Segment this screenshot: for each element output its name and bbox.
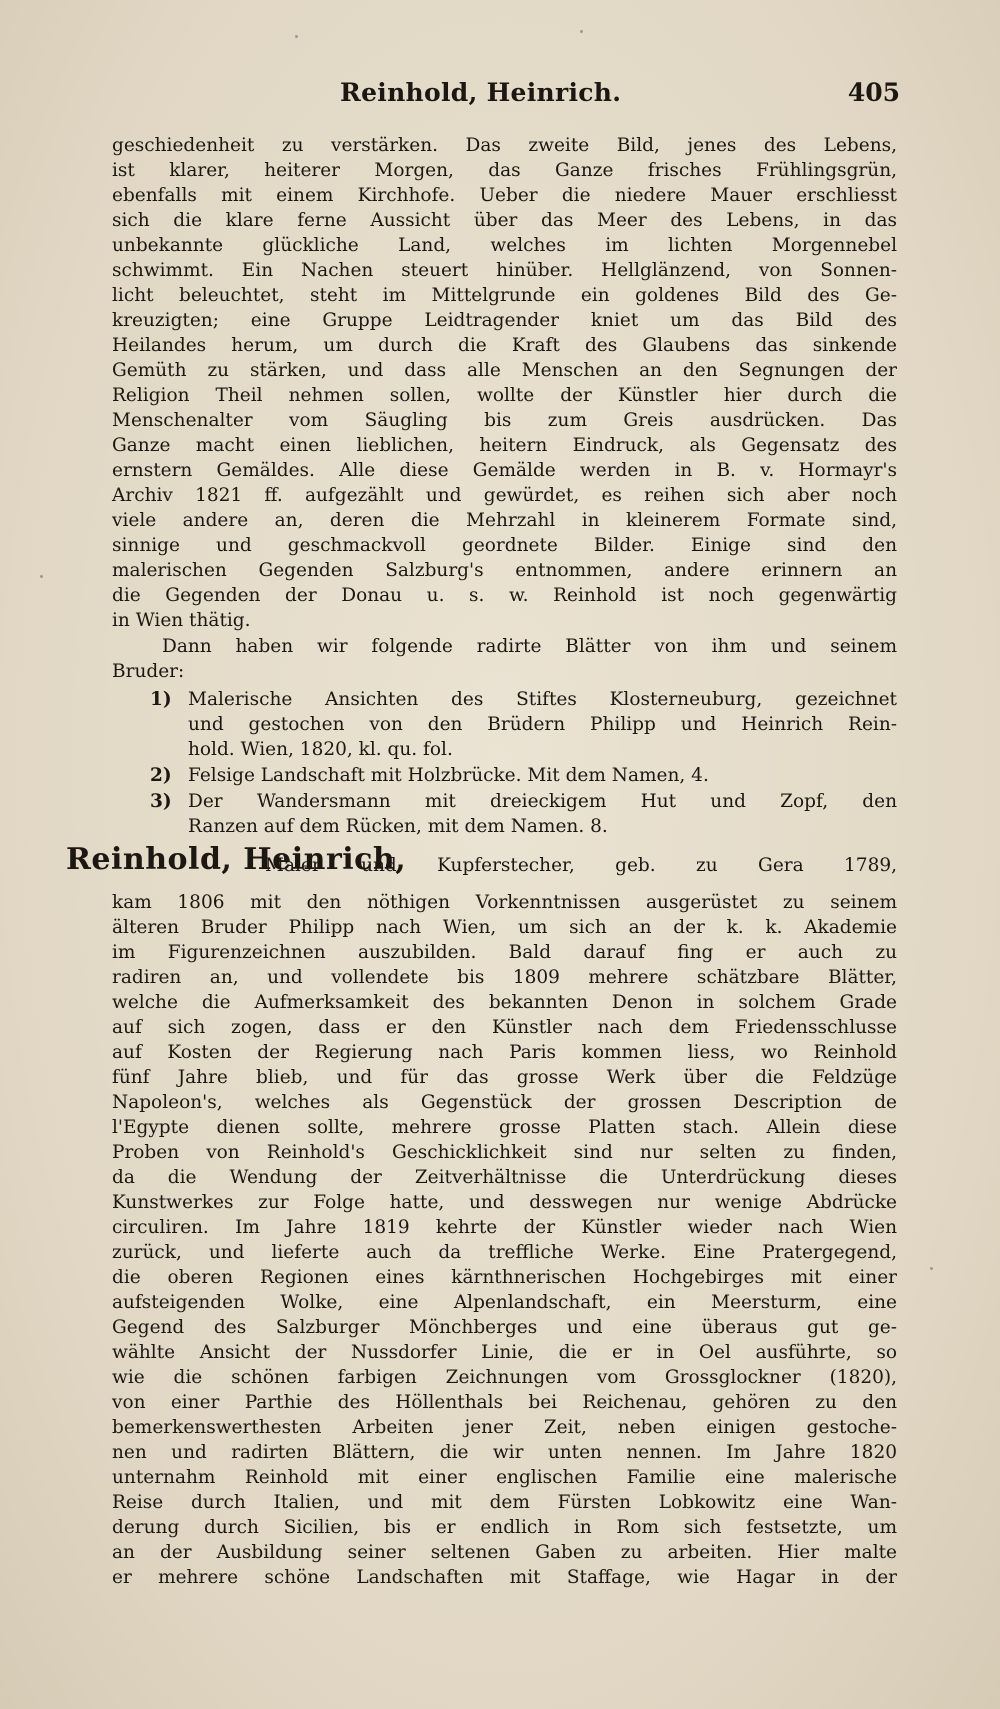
- text-line: viele andere an, deren die Mehrzahl in kleinerem Formate sind,: [112, 510, 897, 531]
- text-line: Heilandes herum, um durch die Kraft des Glaubens das sinkende: [112, 335, 897, 356]
- text-line: Menschenalter vom Säugling bis zum Greis ausdrücken. Das: [112, 410, 897, 431]
- text-line: sich die klare ferne Aussicht über das Meer des Lebens, in das: [112, 210, 897, 231]
- list-item-line: und gestochen von den Brüdern Philipp und Heinrich Rein-: [188, 714, 897, 735]
- text-line: unternahm Reinhold mit einer englischen Familie eine malerische: [112, 1467, 897, 1488]
- text-line: ernstern Gemäldes. Alle diese Gemälde werden in B. v. Hormayr's: [112, 460, 897, 481]
- paper-fleck: [580, 30, 583, 33]
- text-line: fünf Jahre blieb, und für das grosse Werk über die Feldzüge: [112, 1067, 897, 1088]
- page-header: [340, 78, 900, 112]
- text-line: sinnige und geschmackvoll geordnete Bilder. Einige sind den: [112, 535, 897, 556]
- text-line: wie die schönen farbigen Zeichnungen vom Grossglockner (1820),: [112, 1367, 897, 1388]
- text-line: älteren Bruder Philipp nach Wien, um sich an der k. k. Akademie: [112, 917, 897, 938]
- text-line: nen und radirten Blättern, die wir unten nennen. Im Jahre 1820: [112, 1442, 897, 1463]
- text-line: auf sich zogen, dass er den Künstler nach dem Friedensschlusse: [112, 1017, 897, 1038]
- list-item-line: Felsige Landschaft mit Holzbrücke. Mit dem Namen, 4.: [188, 765, 709, 786]
- paper-fleck: [295, 35, 298, 38]
- text-line: Gemüth zu stärken, und dass alle Menschen an den Segnungen der: [112, 360, 897, 381]
- text-line: Archiv 1821 ff. aufgezählt und gewürdet, es reihen sich aber noch: [112, 485, 897, 506]
- text-line: radiren an, und vollendete bis 1809 mehrere schätzbare Blätter,: [112, 967, 897, 988]
- text-line: welche die Aufmerksamkeit des bekannten Denon in solchem Grade: [112, 992, 897, 1013]
- list-number: 1): [150, 689, 172, 710]
- text-line: circuliren. Im Jahre 1819 kehrte der Künstler wieder nach Wien: [112, 1217, 897, 1238]
- list-number: 3): [150, 791, 172, 812]
- list-item-line: Malerische Ansichten des Stiftes Klosterneuburg, gezeichnet: [188, 689, 897, 710]
- entry-title: Reinhold, Heinrich,: [66, 842, 407, 877]
- text-line: unbekannte glückliche Land, welches im lichten Morgennebel: [112, 235, 897, 256]
- text-line: kreuzigten; eine Gruppe Leidtragender kniet um das Bild des: [112, 310, 897, 331]
- text-line: bemerkenswerthesten Arbeiten jener Zeit, neben einigen gestoche-: [112, 1417, 897, 1438]
- list-number: 2): [150, 765, 172, 786]
- text-line: Napoleon's, welches als Gegenstück der grossen Description de: [112, 1092, 897, 1113]
- text-line: Bruder:: [112, 661, 185, 682]
- text-line: Religion Theil nehmen sollen, wollte der Künstler hier durch die: [112, 385, 897, 406]
- paper-fleck: [40, 575, 43, 578]
- text-line: er mehrere schöne Landschaften mit Staffage, wie Hagar in der: [112, 1567, 897, 1588]
- text-line: an der Ausbildung seiner seltenen Gaben zu arbeiten. Hier malte: [112, 1542, 897, 1563]
- text-line: malerischen Gegenden Salzburg's entnommen, andere erinnern an: [112, 560, 897, 581]
- text-line: in Wien thätig.: [112, 610, 251, 631]
- text-line: da die Wendung der Zeitverhältnisse die Unterdrückung dieses: [112, 1167, 897, 1188]
- text-line: wählte Ansicht der Nussdorfer Linie, die er in Oel ausführte, so: [112, 1342, 897, 1363]
- text-line: im Figurenzeichnen auszubilden. Bald darauf fing er auch zu: [112, 942, 897, 963]
- page-number: 405: [847, 78, 900, 107]
- text-line: aufsteigenden Wolke, eine Alpenlandschaft, ein Meersturm, eine: [112, 1292, 897, 1313]
- text-line: die oberen Regionen eines kärnthnerischen Hochgebirges mit einer: [112, 1267, 897, 1288]
- text-line: derung durch Sicilien, bis er endlich in Rom sich festsetzte, um: [112, 1517, 897, 1538]
- text-line: geschiedenheit zu verstärken. Das zweite Bild, jenes des Lebens,: [112, 135, 897, 156]
- text-line: ebenfalls mit einem Kirchhofe. Ueber die niedere Mauer erschliesst: [112, 185, 897, 206]
- text-line: Gegend des Salzburger Mönchberges und eine überaus gut ge-: [112, 1317, 897, 1338]
- text-line: Dann haben wir folgende radirte Blätter von ihm und seinem: [162, 636, 897, 657]
- text-line: licht beleuchtet, steht im Mittelgrunde ein goldenes Bild des Ge-: [112, 285, 897, 306]
- text-line: l'Egypte dienen sollte, mehrere grosse Platten stach. Allein diese: [112, 1117, 897, 1138]
- text-line: kam 1806 mit den nöthigen Vorkenntnissen ausgerüstet zu seinem: [112, 892, 897, 913]
- entry-first-line: Maler und Kupferstecher, geb. zu Gera 1789,: [265, 855, 897, 876]
- paper-fleck: [930, 1267, 933, 1270]
- text-line: Ganze macht einen lieblichen, heitern Eindruck, als Gegensatz des: [112, 435, 897, 456]
- text-line: Reise durch Italien, und mit dem Fürsten Lobkowitz eine Wan-: [112, 1492, 897, 1513]
- text-line: von einer Parthie des Höllenthals bei Reichenau, gehören zu den: [112, 1392, 897, 1413]
- text-line: Proben von Reinhold's Geschicklichkeit sind nur selten zu finden,: [112, 1142, 897, 1163]
- list-item-line: Ranzen auf dem Rücken, mit dem Namen. 8.: [188, 816, 608, 837]
- text-line: schwimmt. Ein Nachen steuert hinüber. Hellglänzend, von Sonnen-: [112, 260, 897, 281]
- text-line: Kunstwerkes zur Folge hatte, und desswegen nur wenige Abdrücke: [112, 1192, 897, 1213]
- list-item-line: Der Wandersmann mit dreieckigem Hut und Zopf, den: [188, 791, 897, 812]
- text-line: auf Kosten der Regierung nach Paris kommen liess, wo Reinhold: [112, 1042, 897, 1063]
- text-line: zurück, und lieferte auch da treffliche Werke. Eine Pratergegend,: [112, 1242, 897, 1263]
- text-line: die Gegenden der Donau u. s. w. Reinhold ist noch gegenwärtig: [112, 585, 897, 606]
- running-head: Reinhold, Heinrich.: [340, 78, 622, 107]
- list-item-line: hold. Wien, 1820, kl. qu. fol.: [188, 739, 453, 760]
- text-line: ist klarer, heiterer Morgen, das Ganze frisches Frühlingsgrün,: [112, 160, 897, 181]
